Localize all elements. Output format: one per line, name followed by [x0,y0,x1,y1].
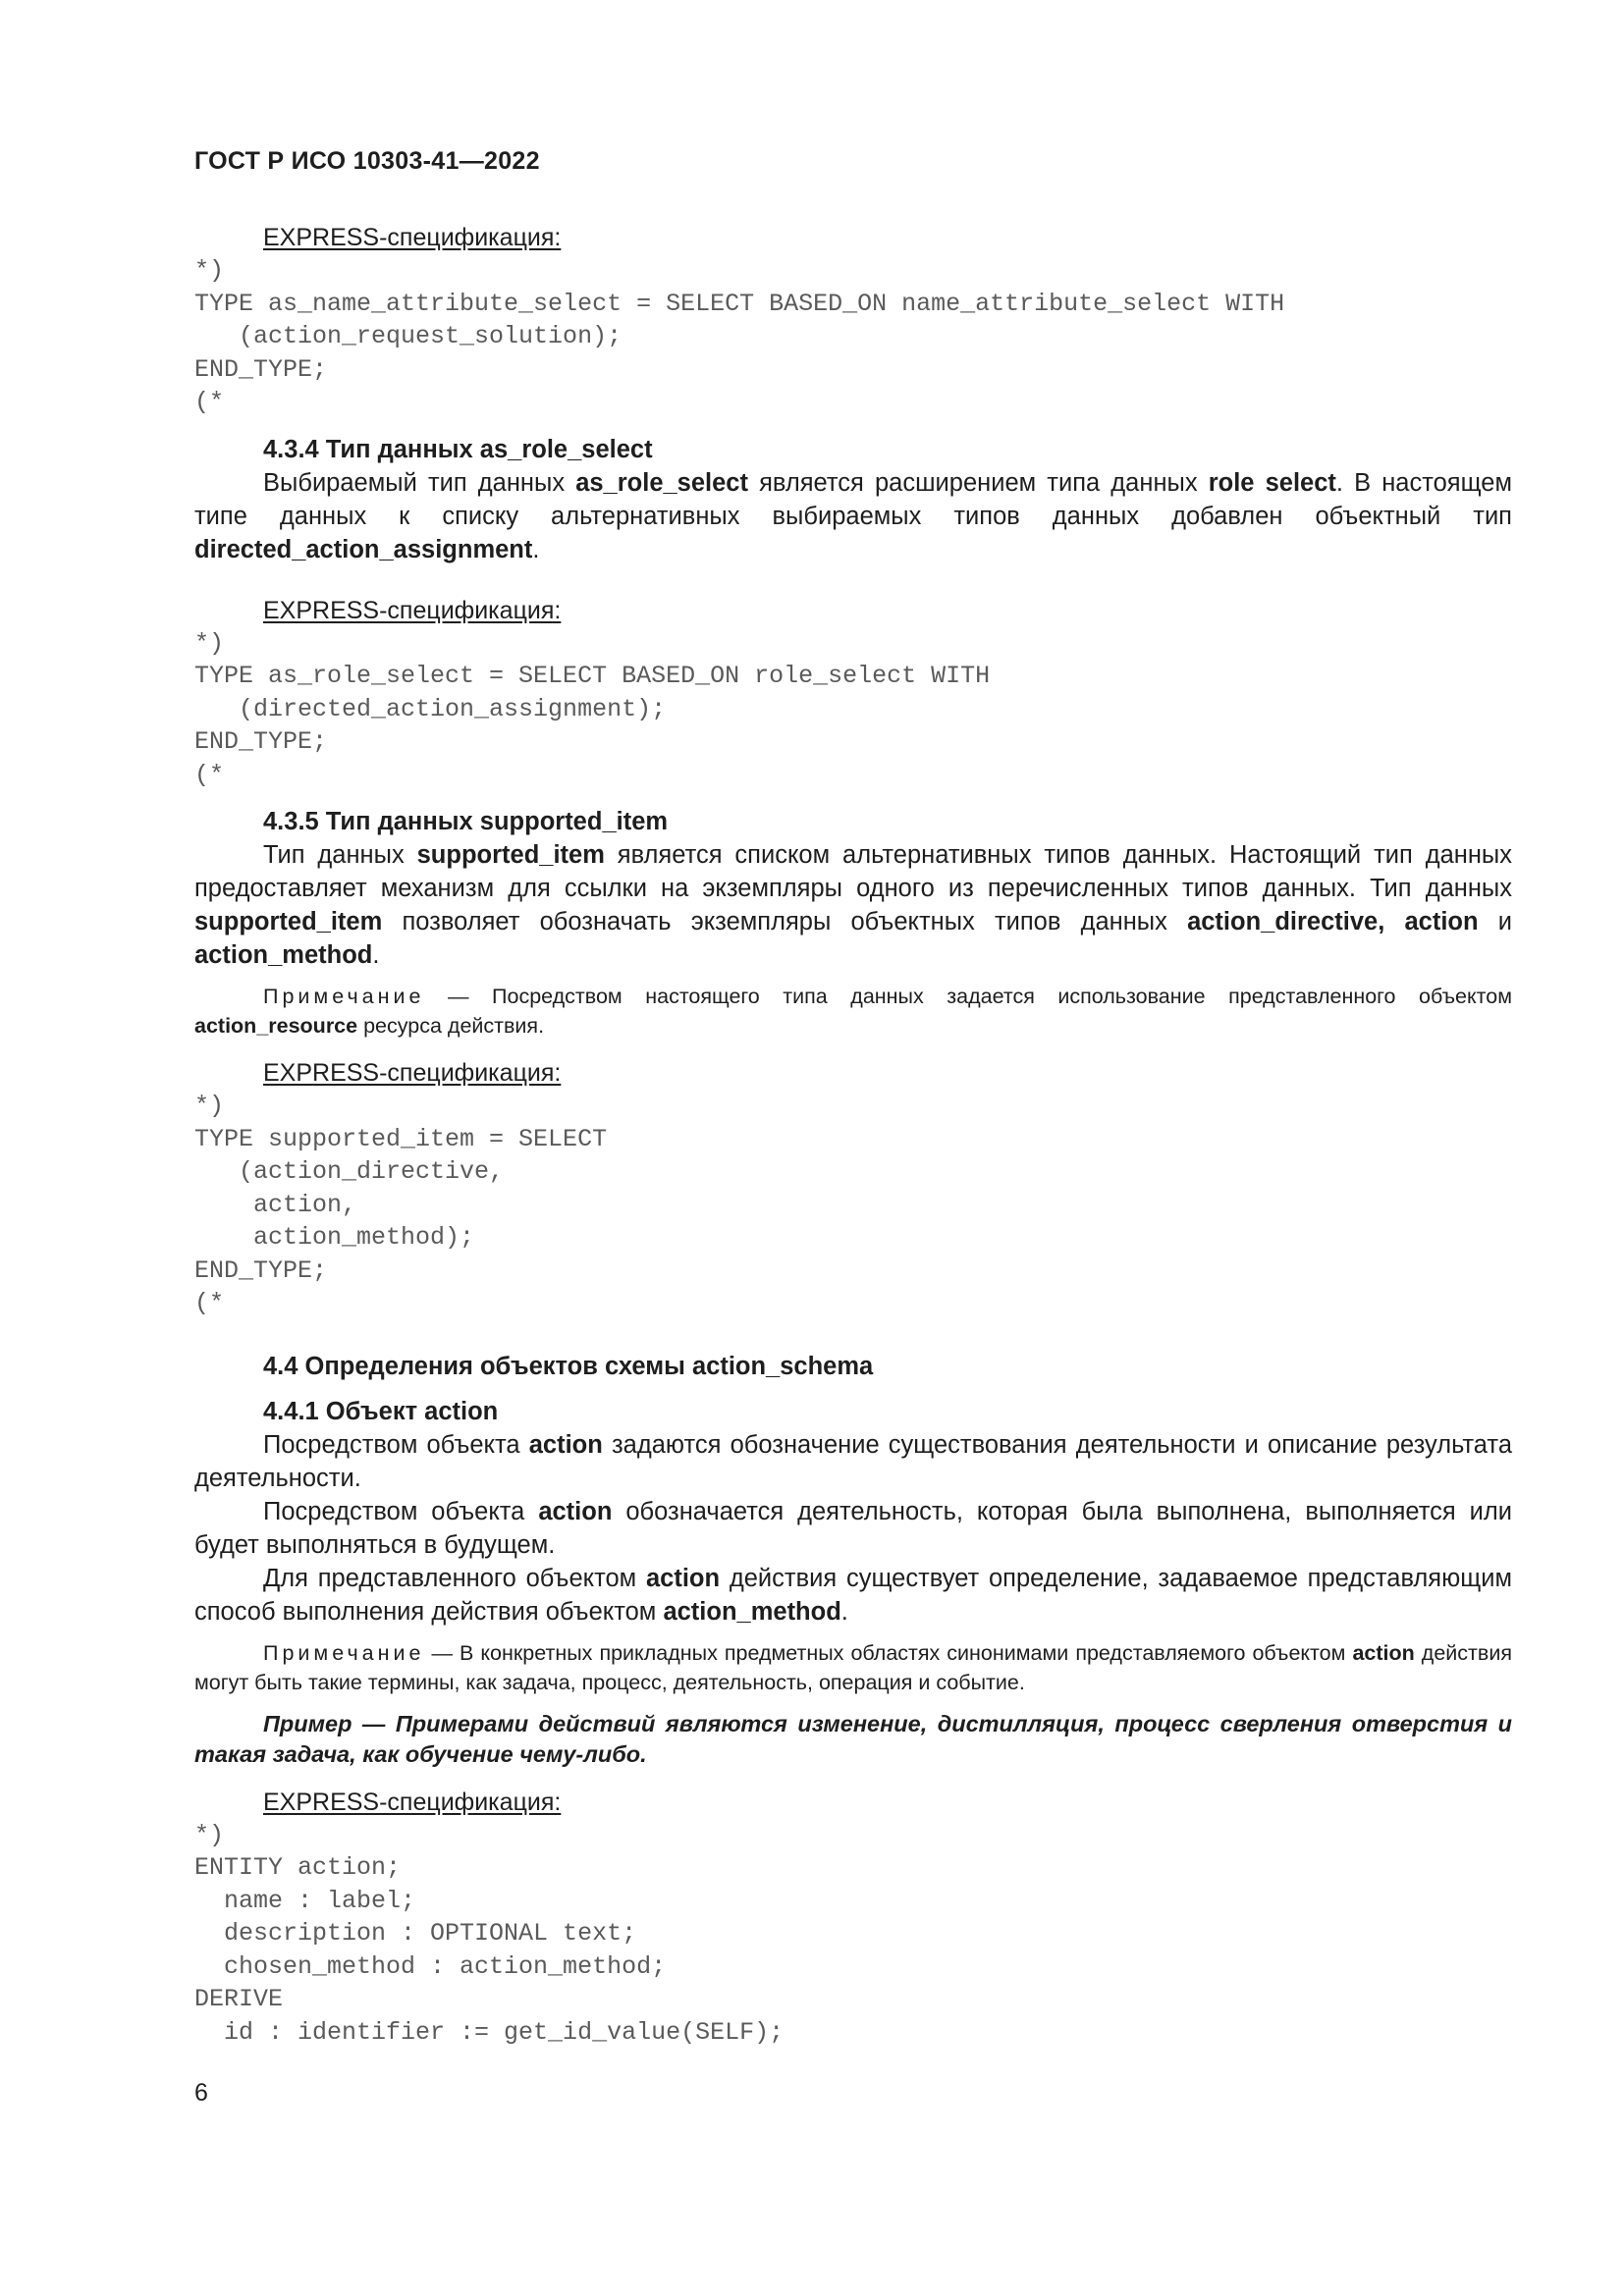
express-spec-label: EXPRESS-спецификация: [263,596,562,624]
document-header: ГОСТ Р ИСО 10303-41—2022 [194,147,540,175]
section-heading-4-4: 4.4 Определения объектов схемы action_schema [263,1352,874,1380]
page-number: 6 [194,2079,208,2107]
paragraph: Тип данных supported_item является списком альтернативных типов данных. Настоящий тип данных предоставляет механизм для ссылки на экземпляры одного из перечисленных типов данных. Тип данных supported_item позволяет обозначать экземпляры объектных типов данных action_directive, action и action_method. [194,841,1512,969]
section-heading-4-3-5: 4.3.5 Тип данных supported_item [263,808,669,835]
paragraph: Для представленного объектом action действия существует определение, задаваемое представляющим способ выполнения действия объектом action_method. [194,1564,1512,1626]
code-block-as-role-select: *) TYPE as_role_select = SELECT BASED_ON role_select WITH (directed_action_assignment); END_TYPE; (* [194,628,991,789]
paragraph: Посредством объекта action обозначается деятельность, которая была выполнена, выполняется или будет выполняться в будущем. [194,1497,1512,1559]
express-spec-label: EXPRESS-спецификация: [263,1788,562,1816]
express-spec-label: EXPRESS-спецификация: [263,224,562,251]
code-block-as-name-attribute-select: *) TYPE as_name_attribute_select = SELECT BASED_ON name_attribute_select WITH (action_request_solution); END_TYPE; (* [194,256,1285,416]
section-heading-4-4-1: 4.4.1 Объект action [263,1397,499,1425]
note: Примечание — В конкретных прикладных предметных областях синонимами представляемого объектом action действия могут быть такие термины, как задача, процесс, деятельность, операция и событие. [194,1640,1512,1694]
page-content [194,221,1512,2049]
note: Примечание — Посредством настоящего типа данных задается использование представленного объектом action_resource ресурса действия. [194,985,1512,1038]
paragraph: Посредством объекта action задаются обозначение существования деятельности и описание результата деятельности. [194,1430,1513,1492]
code-block-entity-action: *) ENTITY action; name : label; description : OPTIONAL text; chosen_method : action_method; DERIVE id : identifier := get_id_value(SELF); [194,1820,785,2047]
section-heading-4-3-4: 4.3.4 Тип данных as_role_select [263,435,653,463]
example: Пример — Примерами действий являются изменение, дистилляция, процесс сверления отверстия и такая задача, как обучение чему-либо. [194,1710,1512,1767]
express-spec-label: EXPRESS-спецификация: [263,1059,562,1087]
code-block-supported-item: *) TYPE supported_item = SELECT (action_directive, action, action_method); END_TYPE; (* [194,1092,608,1317]
paragraph: Выбираемый тип данных as_role_select является расширением типа данных role select. В настоящем типе данных к списку альтернативных выбираемых типов данных добавлен объектный тип directed_action_assignment. [194,468,1512,563]
